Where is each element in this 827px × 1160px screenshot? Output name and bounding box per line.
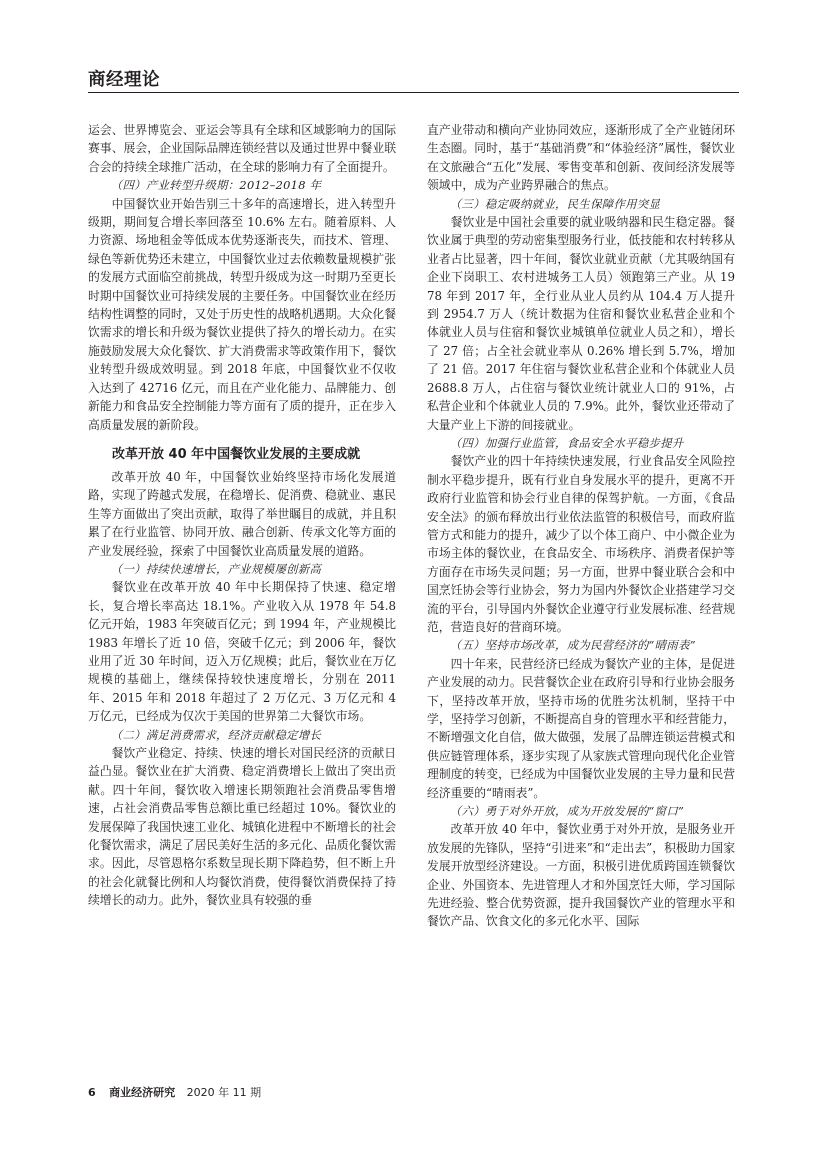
right-column — [427, 121, 735, 931]
issue-label: 2020 年 11 期 — [186, 1086, 262, 1099]
paragraph: 餐饮产业稳定、持续、快速的增长对国民经济的贡献日益凸显。餐饮业在扩大消费、稳定消费增长上做出了突出贡献。四十年间，餐饮收入增速长期领跑社会消费品零售增速，占社会消费品零售总额比重已经超过 10%。餐饮业的发展保障了我国快速工业化、城镇化进程中不断增长的社会化餐饮需求，满足了居民美好生活的多元化、品质化餐饮需求。因此，尽管恩格尔系数呈现长期下降趋势，但不断上升的社会化就餐比例和人均餐饮消费，使得餐饮消费保持了持续增长的动力。此外，餐饮业具有较强的垂 — [88, 746, 396, 908]
left-column — [88, 121, 396, 910]
subheading: （一）持续快速增长，产业规模屡创新高 — [110, 561, 322, 576]
paragraph: 餐饮业是中国社会重要的就业吸纳器和民生稳定器。餐饮业属于典型的劳动密集型服务行业，低技能和农村转移从业者占比显著，四十年间，餐饮业就业贡献（尤其吸纳国有企业下岗职工、农村进城务工人员）领跑第三产业。从 1978 年到 2017 年，全行业从业人员约从 104.4 万人提升到 2954.7 万人（统计数据为住宿和餐饮业私营企业和个体就业人员与住宿和餐饮业城镇单位就业人员之和），增长了 27 倍；占全社会就业率从 0.26% 增长到 5.7%，增加了 21 倍。2017 年住宿与餐饮业私营企业和个体就业人员 2688.8 万人，占住宿与餐饮业统计就业人口的 91%，占私营企业和个体就业人员的 7.9%。此外，餐饮业还带动了大量产业上下游的间接就业。 — [427, 215, 735, 432]
page-footer — [88, 1084, 261, 1100]
header-rule — [88, 92, 739, 93]
page-number: 6 — [88, 1086, 96, 1099]
subheading: （四）加强行业监管，食品安全水平稳步提升 — [449, 435, 684, 450]
paragraph: 改革开放 40 年中，餐饮业勇于对外开放，是服务业开放发展的先锋队，坚持“引进来”和“走出去”，积极助力国家发展开放型经济建设。一方面，积极引进优质跨国连锁餐饮企业、外国资本、先进管理人才和外国烹饪大师，学习国际先进经验、整合优势资源，提升我国餐饮产业的管理水平和餐饮产品、饮食文化的多元化水平、国际 — [427, 822, 735, 929]
paragraph: 中国餐饮业开始告别三十多年的高速增长，进入转型升级期，期间复合增长率回落至 10.6% 左右。随着原料、人力资源、场地租金等低成本优势逐渐丧失，而技术、管理、绿色等新优势还未建立，中国餐饮业过去依赖数量规模扩张的发展方式面临空前挑战，转型升级成为这一时期乃至更长时期中国餐饮业可持续发展的主要任务。中国餐饮业在经历结构性调整的同时，又处于历史性的战略机遇期。大众化餐饮需求的增长和升级为餐饮业提供了持久的增长动力。在实施鼓励发展大众化餐饮、扩大消费需求等政策作用下，餐饮业转型升级成效明显。到 2018 年底，中国餐饮业不仅收入达到了 42716 亿元，而且在产业化能力、品牌能力、创新能力和食品安全控制能力等方面有了质的提升，正在步入高质量发展的新阶段。 — [88, 196, 396, 432]
section-heading: 改革开放 40 年中国餐饮业发展的主要成就 — [112, 446, 361, 462]
subheading: （六）勇于对外开放，成为开放发展的“窗口” — [449, 804, 685, 819]
paragraph: 改革开放 40 年，中国餐饮业始终坚持市场化发展道路，实现了跨越式发展，在稳增长、促消费、稳就业、惠民生等方面做出了突出贡献，取得了举世瞩目的成就，并且积累了在行业监管、协同开放、融合创新、传承文化等方面的产业发展经验，探索了中国餐饮业高质量发展的道路。 — [88, 469, 396, 558]
subheading: （四）产业转型升级期：2012–2018 年 — [110, 178, 322, 193]
paragraph: 四十年来，民营经济已经成为餐饮产业的主体，是促进产业发展的动力。民营餐饮企业在政府引导和行业协会服务下，坚持改革开放，坚持市场的优胜劣汰机制，坚持干中学，坚持学习创新，不断提高自身的管理水平和经营能力，不断增强文化自信，做大做强，发展了品牌连锁运营模式和供应链管理体系，逐步实现了从家族式管理向现代化企业管理制度的转变，已经成为中国餐饮业发展的主导力量和民营经济重要的“晴雨表”。 — [427, 656, 735, 800]
paragraph: 运会、世界博览会、亚运会等具有全球和区域影响力的国际赛事、展会，企业国际品牌连锁经营以及通过世界中餐业联合会的持续全球推广活动，在全球的影响力有了全面提升。 — [88, 123, 396, 174]
paragraph: 直产业带动和横向产业协同效应，逐渐形成了全产业链闭环生态圈。同时，基于“基础消费”和“体验经济”属性，餐饮业在文旅融合“五化”发展、零售变革和创新、夜间经济发展等领域中，成为产业跨界融合的焦点。 — [427, 123, 735, 193]
paragraph: 餐饮业在改革开放 40 年中长期保持了快速、稳定增长，复合增长率高达 18.1%。产业收入从 1978 年 54.8 亿元开始，1983 年突破百亿元；到 1994 年，产业规模比 1983 年增长了近 10 倍，突破千亿元；到 2006 年，餐饮业用了近 30 年时间，迈入万亿规模；此后，餐饮业在万亿规模的基础上，继续保持较快速度增长，分别在 2011 年、2015 年和 2018 年超过了 2 万亿元、3 万亿元和 4 万亿元，已经成为仅次于美国的世界第二大餐饮市场。 — [88, 580, 396, 724]
subheading: （二）满足消费需求，经济贡献稳定增长 — [110, 727, 322, 742]
subheading: （三）稳定吸纳就业，民生保障作用突显 — [449, 196, 661, 211]
subheading: （五）坚持市场改革，成为民营经济的“晴雨表” — [449, 638, 696, 653]
journal-name: 商业经济研究 — [109, 1086, 176, 1099]
journal-section-title: 商经理论 — [88, 70, 160, 90]
paragraph: 餐饮产业的四十年持续快速发展，行业食品安全风险控制水平稳步提升，既有行业自身发展水平的提升，更离不开政府行业监管和协会行业自律的保驾护航。一方面，《食品安全法》的颁布释放出行业依法监管的积极信号，而政府监管方式和能力的提升，减少了以个体工商户、中小微企业为市场主体的餐饮业，在食品安全、市场秩序、消费者保护等方面存在市场失灵问题；另一方面，世界中餐业联合会和中国烹饪协会等行业协会，努力为国内外餐饮企业搭建学习交流的平台，引导国内外餐饮企业遵守行业发展标准、经营规范，营造良好的营商环境。 — [427, 454, 735, 634]
